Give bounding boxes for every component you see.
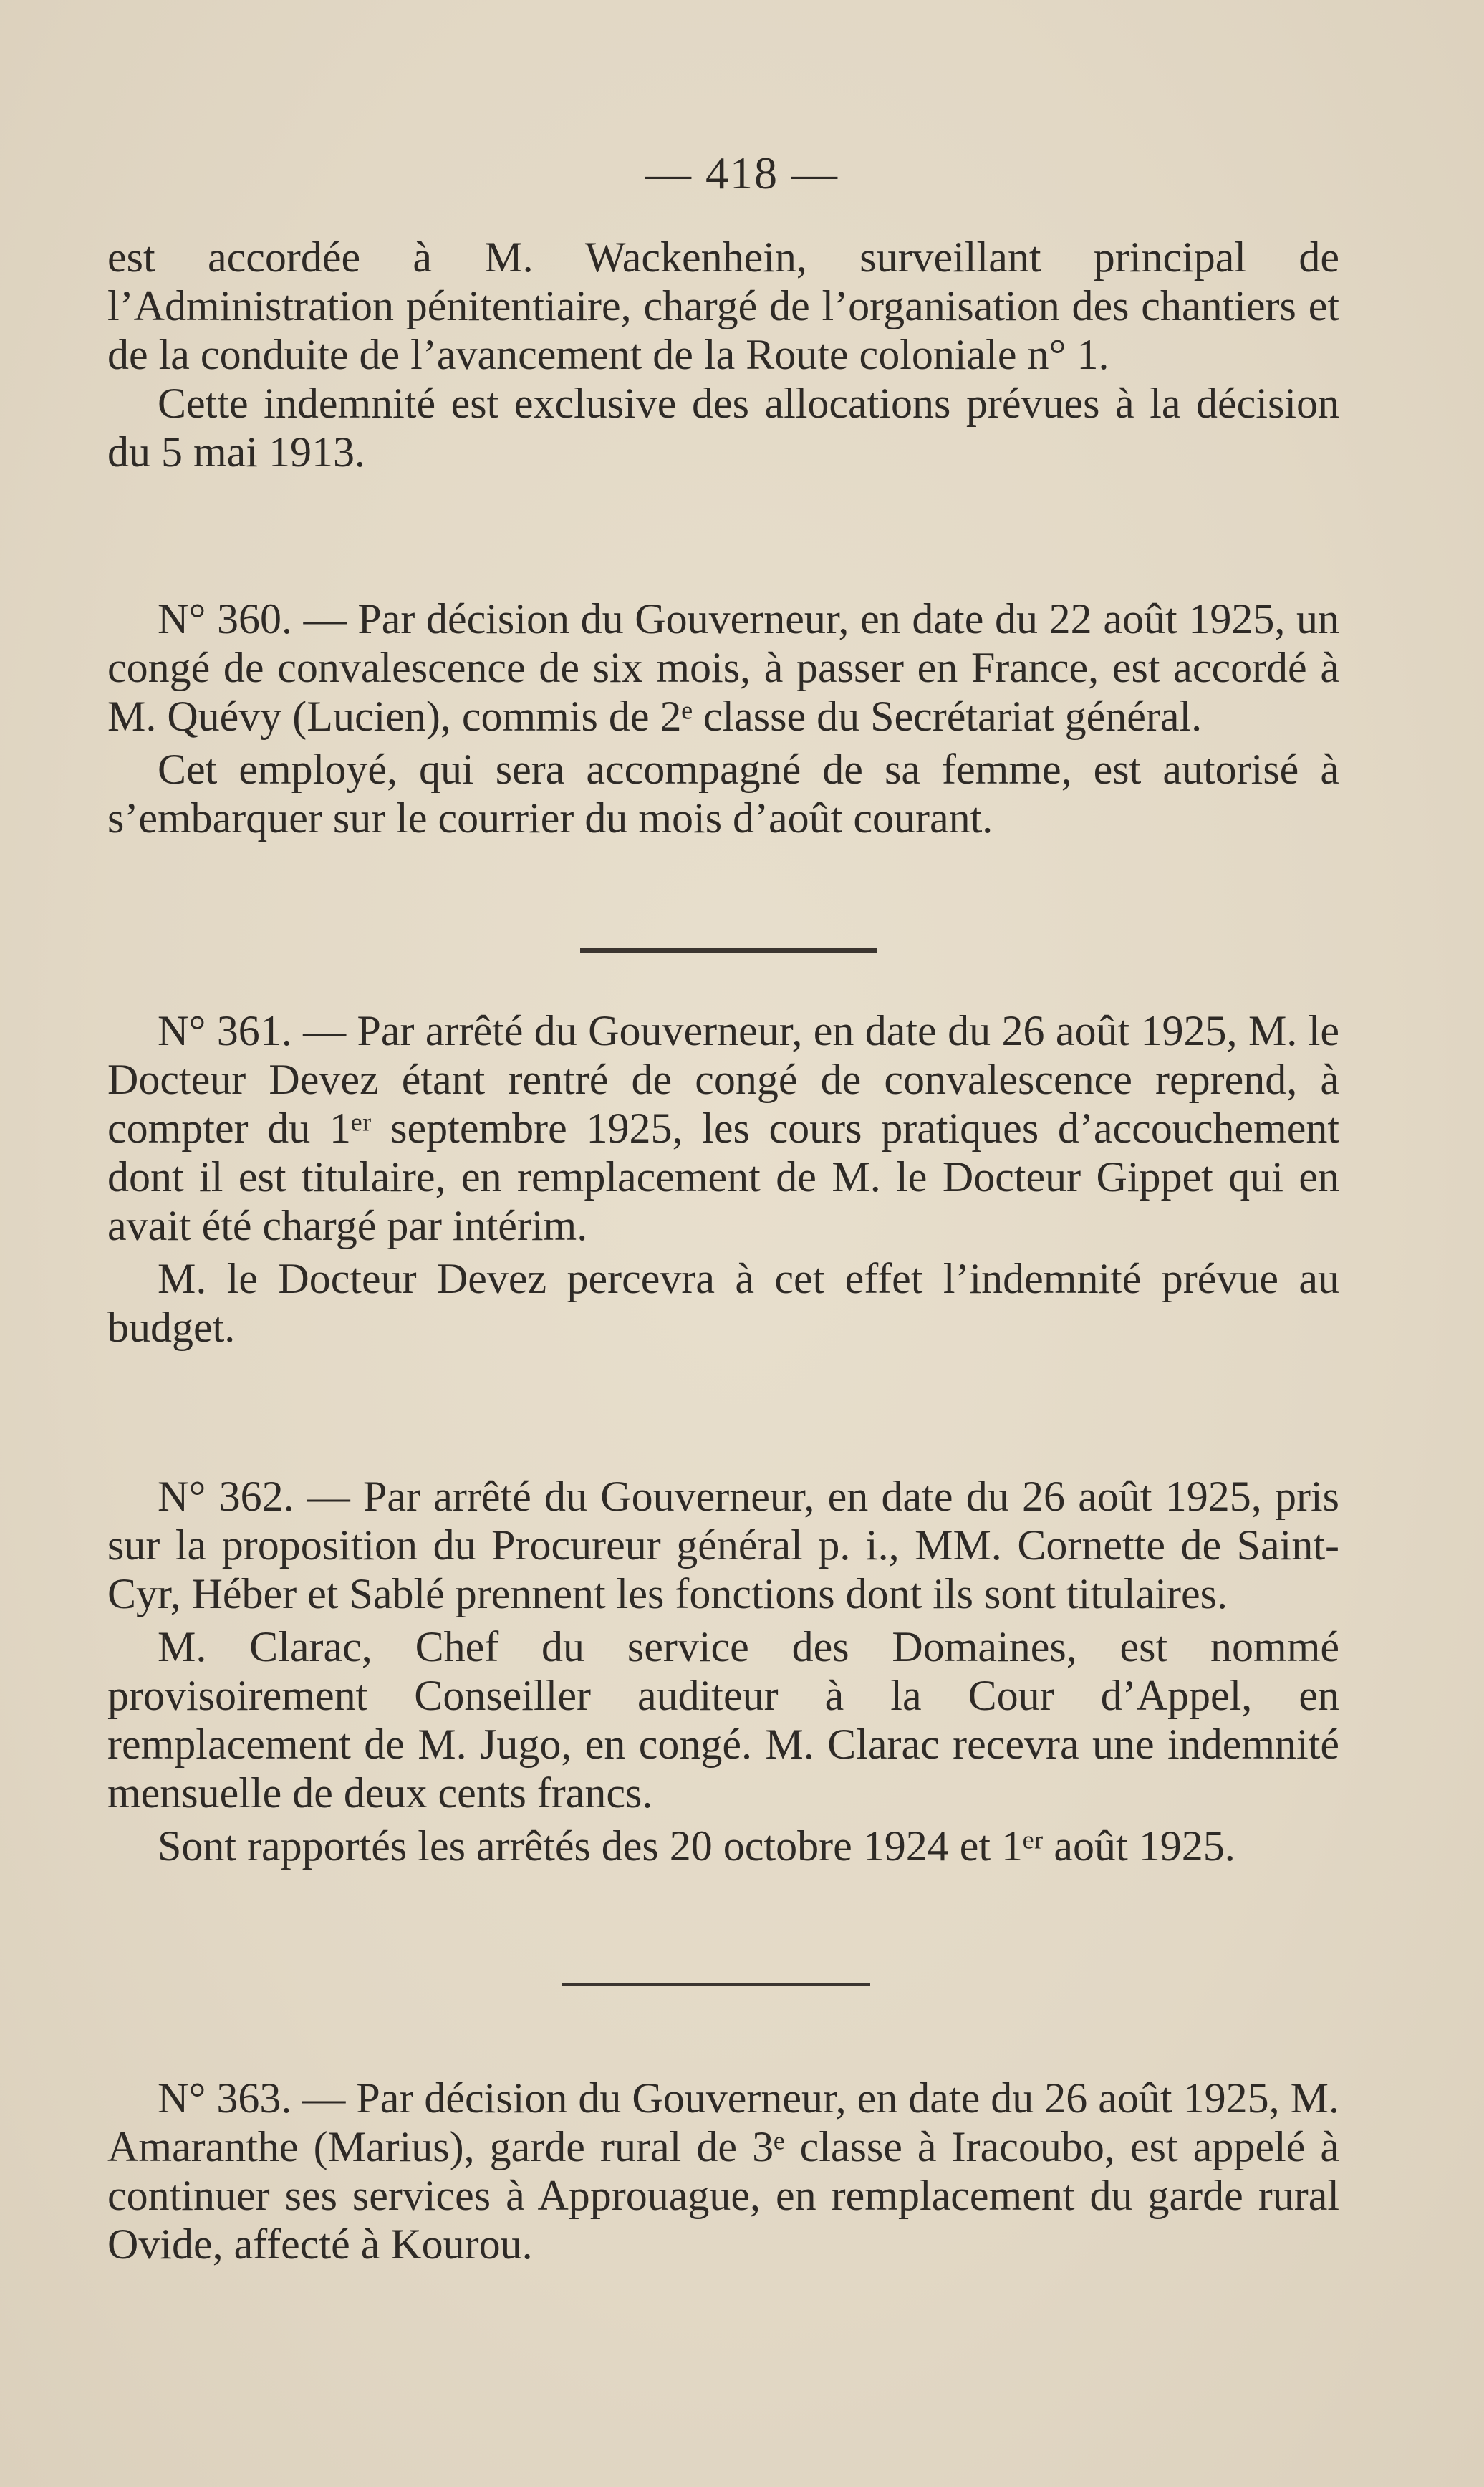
section-no-363 <box>107 2074 1339 2269</box>
section-continuation <box>107 233 1339 476</box>
section-no-360 <box>107 595 1339 842</box>
paragraph: Cet employé, qui sera accompagné de sa femme, est autorisé à s’embarquer sur le courrier du mois d’août courant. <box>107 746 1339 842</box>
paragraph: N° 363. — Par décision du Gouverneur, en date du 26 août 1925, M. Amaranthe (Marius), garde rural de 3ᵉ classe à Iracoubo, est appelé à continuer ses services à Approuague, en remplacement du garde rural Ovide, affecté à Kourou. <box>107 2074 1339 2268</box>
paragraph: Cette indemnité est exclusive des allocations prévues à la décision du 5 mai 1913. <box>107 380 1339 476</box>
section-separator <box>562 1983 870 1986</box>
section-no-362 <box>107 1472 1339 1870</box>
paragraph: M. le Docteur Devez percevra à cet effet l’indemnité prévue au budget. <box>107 1255 1339 1351</box>
paragraph: N° 360. — Par décision du Gouverneur, en date du 22 août 1925, un congé de convalescence de six mois, à passer en France, est accordé à M. Quévy (Lucien), commis de 2ᵉ classe du Secrétariat général. <box>107 595 1339 740</box>
paragraph: M. Clarac, Chef du service des Domaines, est nommé provisoirement Conseiller auditeur à la Cour d’Appel, en remplacement de M. Jugo, en congé. M. Clarac recevra une indemnité mensuelle de deux cents francs. <box>107 1623 1339 1817</box>
paragraph: est accordée à M. Wackenhein, surveillant principal de l’Administration pénitentiaire, chargé de l’organisation des chantiers et de la conduite de l’avancement de la Route coloniale n° 1. <box>107 234 1339 378</box>
section-no-361 <box>107 1006 1339 1352</box>
paragraph: N° 362. — Par arrêté du Gouverneur, en date du 26 août 1925, pris sur la proposition du Procureur général p. i., MM. Cornette de Saint-Cyr, Héber et Sablé prennent les fonctions dont ils sont titulaires. <box>107 1473 1339 1617</box>
paragraph: Sont rapportés les arrêtés des 20 octobre 1924 et 1ᵉʳ août 1925. <box>158 1822 1235 1870</box>
section-separator <box>580 948 877 953</box>
page-number: — 418 — <box>645 148 839 198</box>
paragraph: N° 361. — Par arrêté du Gouverneur, en date du 26 août 1925, M. le Docteur Devez étant rentré de congé de convalescence reprend, à compter du 1ᵉʳ septembre 1925, les cours pratiques d’accouchement dont il est titulaire, en remplacement de M. le Docteur Gippet qui en avait été chargé par intérim. <box>107 1007 1339 1249</box>
